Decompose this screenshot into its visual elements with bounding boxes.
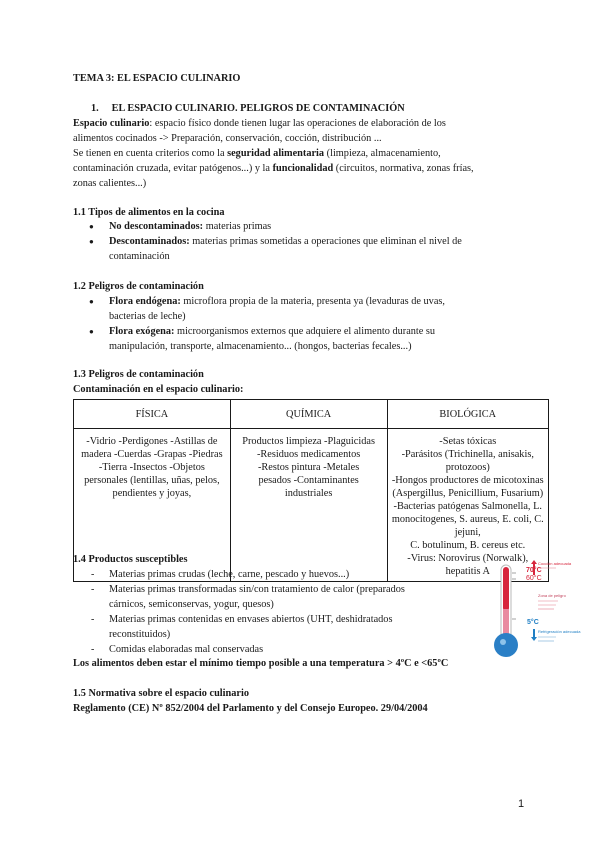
intro-line-4	[73, 161, 513, 176]
temp-60-label: 60°C	[526, 575, 542, 582]
intro-line-4-pre: contaminación cruzada, evitar patógenos...) y la	[73, 163, 273, 174]
header-quimica: QUÍMICA	[230, 400, 387, 429]
list-item-text-cont: manipulación, transporte, almacenamiento... (hongos, bacterias fecales...)	[109, 341, 412, 352]
thermometer-bulb	[494, 633, 518, 657]
fridge-label: Refrigeración adecuada	[538, 629, 581, 634]
down-arrow-icon	[531, 637, 537, 641]
cell-line: -Virus: Norovirus (Norwalk), hepatitis A	[407, 553, 529, 577]
food-types-list	[73, 219, 503, 264]
cell-line: pesados -Contaminantes	[258, 475, 359, 486]
list-item-term: Descontaminados:	[109, 236, 190, 247]
intro-line-2: alimentos cocinados -> Preparación, conservación, cocción, distribución ...	[73, 133, 382, 144]
cell-line: -Parásitos (Trichinella, anisakis, protozoos)	[401, 449, 534, 473]
header-fisica: FÍSICA	[74, 400, 231, 429]
section-1-title: EL ESPACIO CULINARIO. PELIGROS DE CONTAMINACIÓN	[111, 103, 405, 114]
list-item-text-cont: cárnicos, semiconservas, yogur, quesos)	[109, 599, 274, 610]
cell-line: monocitogenes, S. aureus, E. coli, C. jejuni,	[391, 514, 544, 538]
list-item-text: Materias primas contenidas en envases abiertos (UHT, deshidratados	[109, 614, 393, 625]
list-item	[73, 324, 503, 354]
cell-line: -Vidrio -Perdigones -Astillas de	[86, 436, 218, 447]
regulation-text: Reglamento (CE) Nº 852/2004 del Parlamento y del Consejo Europeo. 29/04/2004	[73, 703, 428, 714]
temp-5-label: 5°C	[527, 619, 539, 626]
intro-safety-term: seguridad alimentaria	[227, 148, 325, 159]
cell-line: -Bacterias patógenas Salmonella, L.	[393, 501, 542, 512]
cell-line: -Restos pintura -Metales	[258, 462, 360, 473]
temperature-conclusion: Los alimentos deben estar el mínimo tiempo posible a una temperatura > 4ºC e <65ºC	[73, 658, 449, 669]
list-item-text: microflora propia de la materia, presenta ya (levaduras de uvas,	[180, 296, 445, 307]
intro-line-4-post: (circuitos, normativa, zonas frías,	[333, 163, 474, 174]
cell-line: pendientes y joyas,	[112, 488, 192, 499]
list-item	[73, 567, 503, 582]
cell-line: (Aspergillus, Penicillium, Fusarium)	[392, 488, 544, 499]
cell-line: personales (lentillas, uñas, pelos,	[84, 475, 220, 486]
cell-line: Productos limpieza -Plaguicidas	[242, 436, 375, 447]
cell-line: -Residuos medicamentos	[257, 449, 361, 460]
intro-term: Espacio culinario	[73, 118, 150, 129]
contamination-flora-list	[73, 294, 503, 354]
cook-label: Cocción adecuada	[538, 561, 572, 566]
list-item-text-cont: reconstituidos)	[109, 629, 171, 640]
list-item-text: Materias primas transformadas sin/con tratamiento de calor (preparados	[109, 584, 405, 595]
list-item-text: microorganismos externos que adquiere el alimento durante su	[174, 326, 436, 337]
list-item-term: No descontaminados:	[109, 221, 204, 232]
section-1-2-heading: 1.2 Peligros de contaminación	[73, 281, 204, 292]
thermometer-hot-fill	[503, 567, 509, 611]
intro-line-3-post: (limpieza, almacenamiento,	[324, 148, 441, 159]
cell-line: madera -Cuerdas -Grapas -Piedras	[81, 449, 223, 460]
up-arrow-icon	[531, 560, 537, 564]
section-1-5-heading: 1.5 Normativa sobre el espacio culinario	[73, 688, 249, 699]
list-item-text: materias primas sometidas a operaciones que eliminan el nivel de	[189, 236, 462, 247]
susceptible-products-list	[73, 567, 503, 657]
intro-line-3	[73, 146, 513, 161]
cell-quimica	[230, 429, 387, 582]
page-number: 1	[518, 798, 525, 810]
list-item-text-cont: bacterias de leche)	[109, 311, 186, 322]
intro-line-1-text: : espacio físico donde tienen lugar las operaciones de elaboración de los	[149, 118, 446, 129]
thermometer-figure	[490, 559, 581, 664]
list-item	[73, 294, 503, 324]
list-item	[73, 642, 503, 657]
intro-function-term: funcionalidad	[272, 163, 334, 174]
section-1-heading	[91, 101, 405, 116]
bulb-highlight	[500, 639, 506, 645]
list-item-text: Comidas elaboradas mal conservadas	[109, 644, 264, 655]
danger-label: Zona de peligro	[538, 593, 566, 598]
list-item-term: Flora endógena:	[109, 296, 181, 307]
cell-line: -Tierra -Insectos -Objetos	[98, 462, 205, 473]
header-biologica: BIOLÓGICA	[387, 400, 549, 429]
section-1-number: 1.	[91, 103, 99, 114]
page-title: TEMA 3: EL ESPACIO CULINARIO	[73, 73, 241, 84]
section-1-4-heading: 1.4 Productos susceptibles	[73, 554, 188, 565]
list-item-term: Flora exógena:	[109, 326, 175, 337]
section-1-3-heading: 1.3 Peligros de contaminación	[73, 369, 204, 380]
section-1-1-heading: 1.1 Tipos de alimentos en la cocina	[73, 207, 225, 218]
section-1-3-subtitle: Contaminación en el espacio culinario:	[73, 384, 244, 395]
intro-line-3-pre: Se tienen en cuenta criterios como la	[73, 148, 228, 159]
cell-line: -Hongos productores de micotoxinas	[391, 475, 544, 486]
list-item	[73, 234, 503, 264]
intro-line-5: zonas calientes...)	[73, 178, 147, 189]
list-item-text-cont: contaminación	[109, 251, 170, 262]
cell-line: -Setas tóxicas	[439, 436, 497, 447]
list-item	[73, 612, 503, 642]
cell-line: C. botulinum, B. cereus etc.	[410, 540, 526, 551]
list-item-text: Materias primas crudas (leche, carne, pescado y huevos...)	[109, 569, 350, 580]
cell-line: industriales	[284, 488, 333, 499]
intro-line-1	[73, 116, 513, 131]
intro-paragraph	[73, 116, 513, 191]
list-item-text: materias primas	[203, 221, 272, 232]
list-item	[73, 582, 503, 612]
table-header-row	[74, 400, 549, 429]
list-item	[73, 219, 503, 234]
temp-70-label: 70°C	[526, 567, 542, 574]
